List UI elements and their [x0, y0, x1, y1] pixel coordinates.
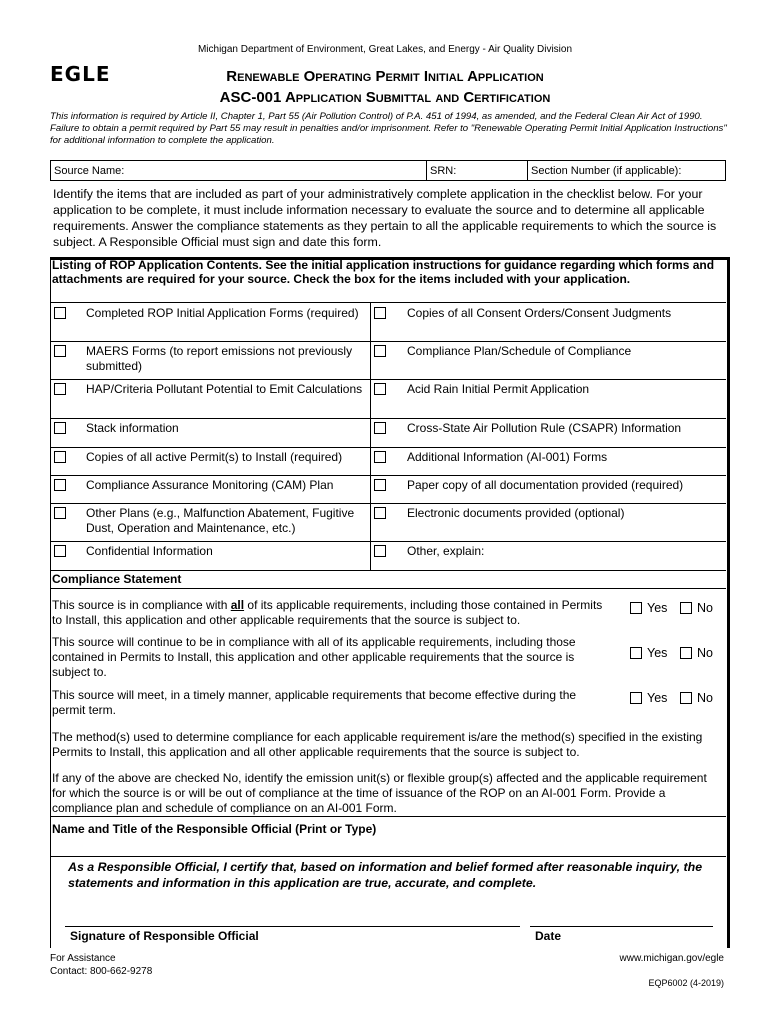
egle-logo: EGLE [50, 62, 111, 86]
checkbox[interactable] [54, 307, 66, 319]
checkbox[interactable] [374, 345, 386, 357]
column-divider [370, 303, 371, 570]
divider [50, 418, 726, 419]
official-name-label: Name and Title of the Responsible Official (Print or Type) [52, 822, 377, 836]
divider [50, 588, 726, 589]
instructions-paragraph: Identify the items that are included as part of your administratively complete application in the checklist below. For your application to be complete, it must include information necessary to evaluate the source and to determine all applicable requirements. Answer the compliance statements as they pertain to all the applicable requirements to which the source is subject. A Responsible Official must sign and date this form. [53, 187, 717, 249]
no-label: No [697, 691, 713, 705]
yes-label: Yes [647, 691, 668, 705]
form-id: EQP6002 (4-2019) [648, 978, 724, 988]
no-checkbox[interactable] [680, 602, 692, 614]
divider [50, 379, 726, 380]
divider [50, 503, 726, 504]
divider [50, 302, 726, 303]
date-line [530, 926, 713, 927]
compliance-statement-3: This source will meet, in a timely manner, applicable requirements that become effective during the permit term. [52, 688, 577, 717]
signature-label: Signature of Responsible Official [70, 929, 259, 943]
certification-text: As a Responsible Official, I certify that, based on information and belief formed after reasonable inquiry, the statements and information in this application are true, accurate, and complete. [68, 860, 703, 890]
checkbox[interactable] [374, 307, 386, 319]
checklist-item: Copies of all active Permit(s) to Install (required) [86, 450, 343, 464]
official-name-field[interactable] [410, 822, 710, 850]
checkbox[interactable] [54, 479, 66, 491]
intro-text: This information is required by Article II, Chapter 1, Part 55 (Air Pollution Control) of P.A. 451 of 1994, as amended, and the Federal Clean Air Act of 1990. Failure to obtain a permit required by Part 55 may result in penalties and/or imprisonment. Refer to "Renewable Operating Permit Initial Application Instructions" for additional information to complete the application. [50, 111, 727, 146]
compliance-statement-1: This source is in compliance with all of its applicable requirements, including those contained in Permits to Install, this application and other applicable requirements that the source is subject to. [52, 598, 603, 627]
checkbox[interactable] [54, 345, 66, 357]
signature-line [65, 926, 520, 927]
checklist-item: Other Plans (e.g., Malfunction Abatement, Fugitive Dust, Operation and Maintenance, etc.) [86, 506, 355, 535]
checkbox[interactable] [54, 507, 66, 519]
no-checkbox[interactable] [680, 692, 692, 704]
checklist-item: Compliance Assurance Monitoring (CAM) Plan [86, 478, 334, 492]
no-label: No [697, 601, 713, 615]
divider [50, 341, 726, 342]
yes-label: Yes [647, 601, 668, 615]
checkbox[interactable] [374, 383, 386, 395]
checklist-item: Acid Rain Initial Permit Application [407, 382, 590, 396]
yes-checkbox[interactable] [630, 692, 642, 704]
checklist-item: Copies of all Consent Orders/Consent Judgments [407, 306, 672, 320]
checklist-item: MAERS Forms (to report emissions not previously submitted) [86, 344, 353, 373]
yes-checkbox[interactable] [630, 647, 642, 659]
checkbox[interactable] [374, 507, 386, 519]
form-title: Renewable Operating Permit Initial Application [226, 68, 544, 85]
if-no-text: If any of the above are checked No, identify the emission unit(s) or flexible group(s) affected and the applicable requirement for which the source is or will be out of compliance at the time of issuance of the ROP on an AI-001 Form. Provide a compliance plan and schedule of compliance on an AI-001 Form. [52, 771, 707, 815]
checkbox[interactable] [54, 383, 66, 395]
method-text: The method(s) used to determine compliance for each applicable requirement is/are the method(s) specified in the existing Permits to Install, this application and all other applicable requirements that the source is subject to. [52, 730, 703, 759]
divider [50, 856, 726, 857]
checkbox[interactable] [54, 451, 66, 463]
checkbox[interactable] [54, 422, 66, 434]
checklist-item: Confidential Information [86, 544, 213, 558]
divider [50, 541, 726, 542]
checklist-item: Electronic documents provided (optional) [407, 506, 625, 520]
divider [50, 570, 726, 571]
checklist-item: Other, explain: [407, 544, 485, 558]
date-field[interactable] [530, 900, 713, 926]
form-subtitle: ASC-001 Application Submittal and Certification [219, 89, 551, 106]
contact-phone: Contact: 800-662-9278 [50, 966, 153, 977]
compliance-statement-2: This source will continue to be in compliance with all of its applicable requirements, including those contained in Permits to Install, this application and other applicable requirements that the source is subject to. [52, 635, 576, 679]
checklist-item: Additional Information (AI-001) Forms [407, 450, 608, 464]
source-info-row [50, 160, 726, 181]
checklist-header: Listing of ROP Application Contents. See the initial application instructions for guidance regarding which forms and attachments are required for your source. Check the box for the items included with your application. [52, 258, 715, 286]
assistance-label: For Assistance [50, 953, 116, 964]
checklist-item: Completed ROP Initial Application Forms (required) [86, 306, 359, 320]
section-number-field[interactable]: Section Number (if applicable): [531, 165, 682, 177]
checklist-item: Paper copy of all documentation provided (required) [407, 478, 684, 492]
checkbox[interactable] [54, 545, 66, 557]
checkbox[interactable] [374, 479, 386, 491]
no-label: No [697, 646, 713, 660]
no-checkbox[interactable] [680, 647, 692, 659]
divider [50, 475, 726, 476]
divider [50, 816, 726, 817]
checklist-item: HAP/Criteria Pollutant Potential to Emit Calculations [86, 382, 363, 396]
yes-checkbox[interactable] [630, 602, 642, 614]
source-name-field[interactable]: Source Name: [51, 161, 427, 180]
divider [50, 447, 726, 448]
yes-label: Yes [647, 646, 668, 660]
checkbox[interactable] [374, 451, 386, 463]
agency-name: Michigan Department of Environment, Great Lakes, and Energy - Air Quality Division [197, 44, 573, 55]
date-label: Date [535, 929, 562, 943]
srn-field[interactable]: SRN: [427, 161, 528, 180]
checklist-item: Compliance Plan/Schedule of Compliance [407, 344, 632, 358]
checklist-item: Cross-State Air Pollution Rule (CSAPR) Information [407, 421, 682, 435]
checkbox[interactable] [374, 422, 386, 434]
compliance-header: Compliance Statement [52, 572, 182, 586]
signature-field[interactable] [65, 900, 520, 926]
checkbox[interactable] [374, 545, 386, 557]
egle-url[interactable]: www.michigan.gov/egle [619, 953, 724, 964]
checklist-item: Stack information [86, 421, 179, 435]
